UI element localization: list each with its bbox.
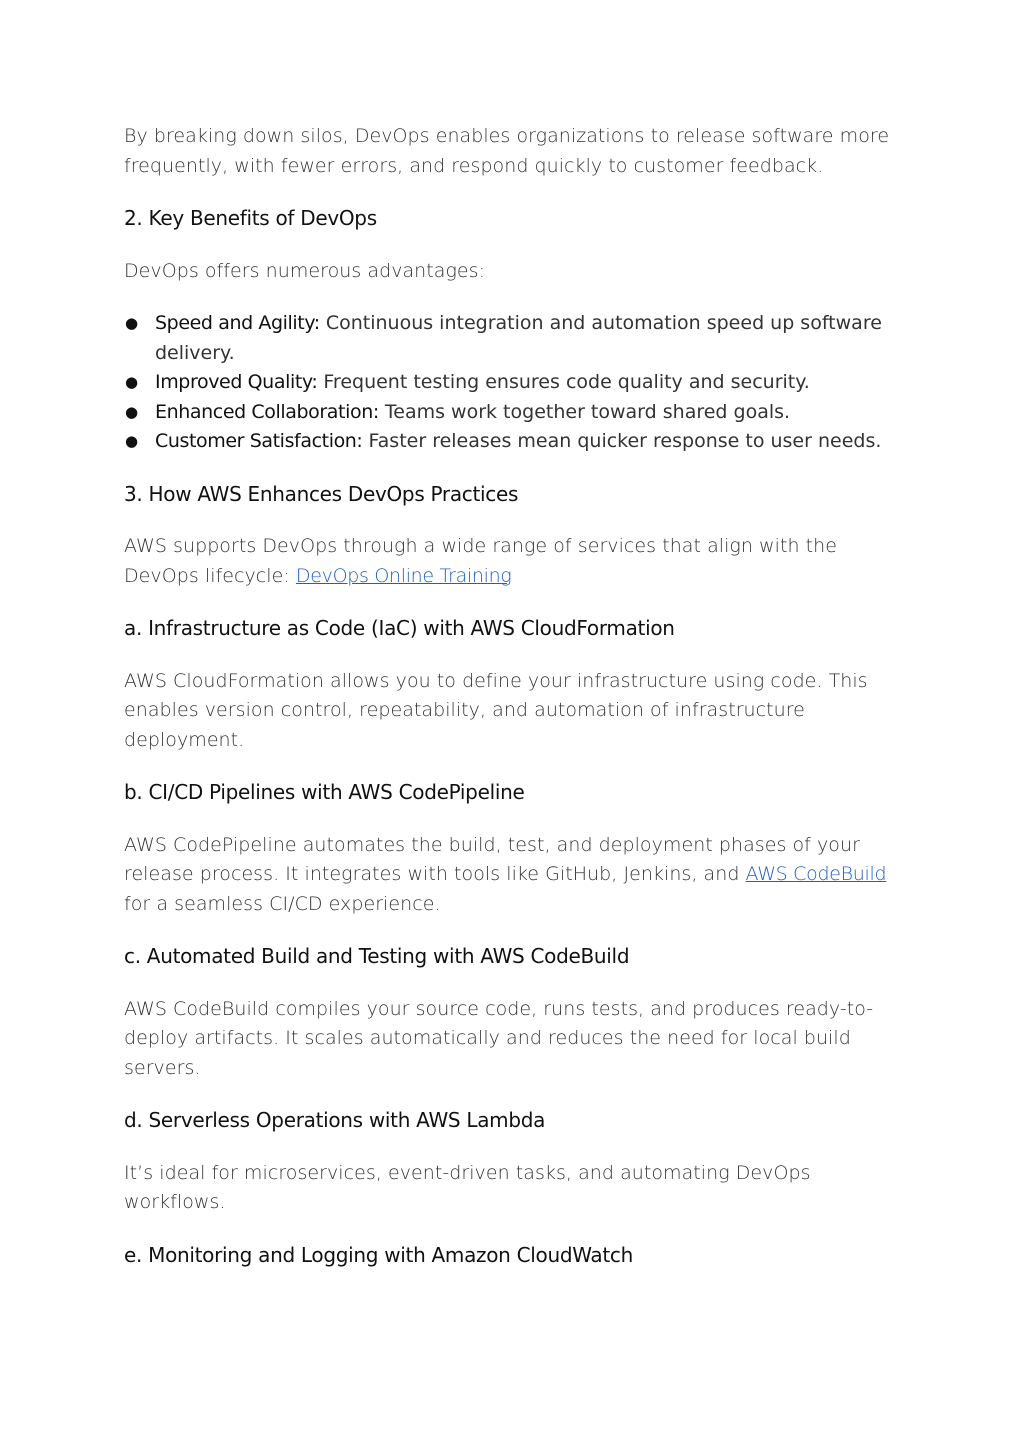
list-item bbox=[124, 309, 914, 368]
list-item bbox=[124, 427, 914, 457]
cicd-text-after: for a seamless CI/CD experience. bbox=[124, 892, 441, 915]
benefit-term: Improved Quality: bbox=[155, 371, 318, 393]
bullet-icon: ● bbox=[125, 432, 139, 450]
list-item bbox=[124, 398, 914, 428]
benefit-description: Frequent testing ensures code quality and security. bbox=[317, 371, 810, 393]
intro-paragraph: By breaking down silos, DevOps enables organizations to release software more frequently, with fewer errors, and respond quickly to customer feedback. bbox=[124, 125, 890, 177]
lambda-paragraph: It’s ideal for microservices, event-driven tasks, and automating DevOps workflows. bbox=[124, 1161, 811, 1213]
benefit-description: Continuous integration and automation speed up software delivery. bbox=[155, 312, 882, 364]
cicd-paragraph bbox=[124, 831, 914, 920]
benefit-term: Customer Satisfaction: bbox=[155, 430, 363, 452]
bullet-icon: ● bbox=[125, 373, 139, 391]
benefit-description: Faster releases mean quicker response to user needs. bbox=[362, 430, 882, 452]
section-heading-iac: a. Infrastructure as Code (IaC) with AWS CloudFormation bbox=[124, 616, 675, 640]
devops-online-training-link[interactable]: DevOps Online Training bbox=[295, 564, 512, 587]
bullet-icon: ● bbox=[125, 314, 139, 332]
section-heading-codebuild: c. Automated Build and Testing with AWS CodeBuild bbox=[124, 944, 630, 968]
benefit-description: Teams work together toward shared goals. bbox=[378, 400, 791, 423]
section-heading-lambda: d. Serverless Operations with AWS Lambda bbox=[124, 1108, 546, 1132]
section-heading-cicd: b. CI/CD Pipelines with AWS CodePipeline bbox=[124, 780, 525, 804]
benefits-list bbox=[124, 309, 914, 457]
iac-paragraph: AWS CloudFormation allows you to define your infrastructure using code. This enables version control, repeatability, and automation of infrastructure deployment. bbox=[124, 669, 868, 751]
aws-codebuild-link[interactable]: AWS CodeBuild bbox=[745, 863, 887, 885]
benefits-lead-paragraph: DevOps offers numerous advantages: bbox=[124, 259, 486, 282]
document-page bbox=[124, 122, 914, 1293]
list-item bbox=[124, 368, 914, 398]
aws-intro-text: AWS supports DevOps through a wide range of services that align with the DevOps lifecycle: bbox=[124, 535, 837, 587]
aws-intro-paragraph bbox=[124, 532, 914, 591]
bullet-icon: ● bbox=[125, 402, 139, 421]
benefit-term: Enhanced Collaboration: bbox=[155, 400, 379, 423]
codebuild-paragraph: AWS CodeBuild compiles your source code, runs tests, and produces ready-to-deploy artifacts. It scales automatically and reduces the need for local build servers. bbox=[124, 997, 874, 1079]
benefit-term: Speed and Agility: bbox=[155, 312, 320, 334]
section-heading-cloudwatch: e. Monitoring and Logging with Amazon CloudWatch bbox=[124, 1242, 633, 1267]
cicd-text-before: AWS CodePipeline automates the build, test, and deployment phases of your release process. It integrates with tools like GitHub, Jenkins, and bbox=[124, 833, 860, 885]
section-heading-key-benefits: 2. Key Benefits of DevOps bbox=[124, 206, 377, 230]
section-heading-aws-devops: 3. How AWS Enhances DevOps Practices bbox=[124, 481, 519, 506]
